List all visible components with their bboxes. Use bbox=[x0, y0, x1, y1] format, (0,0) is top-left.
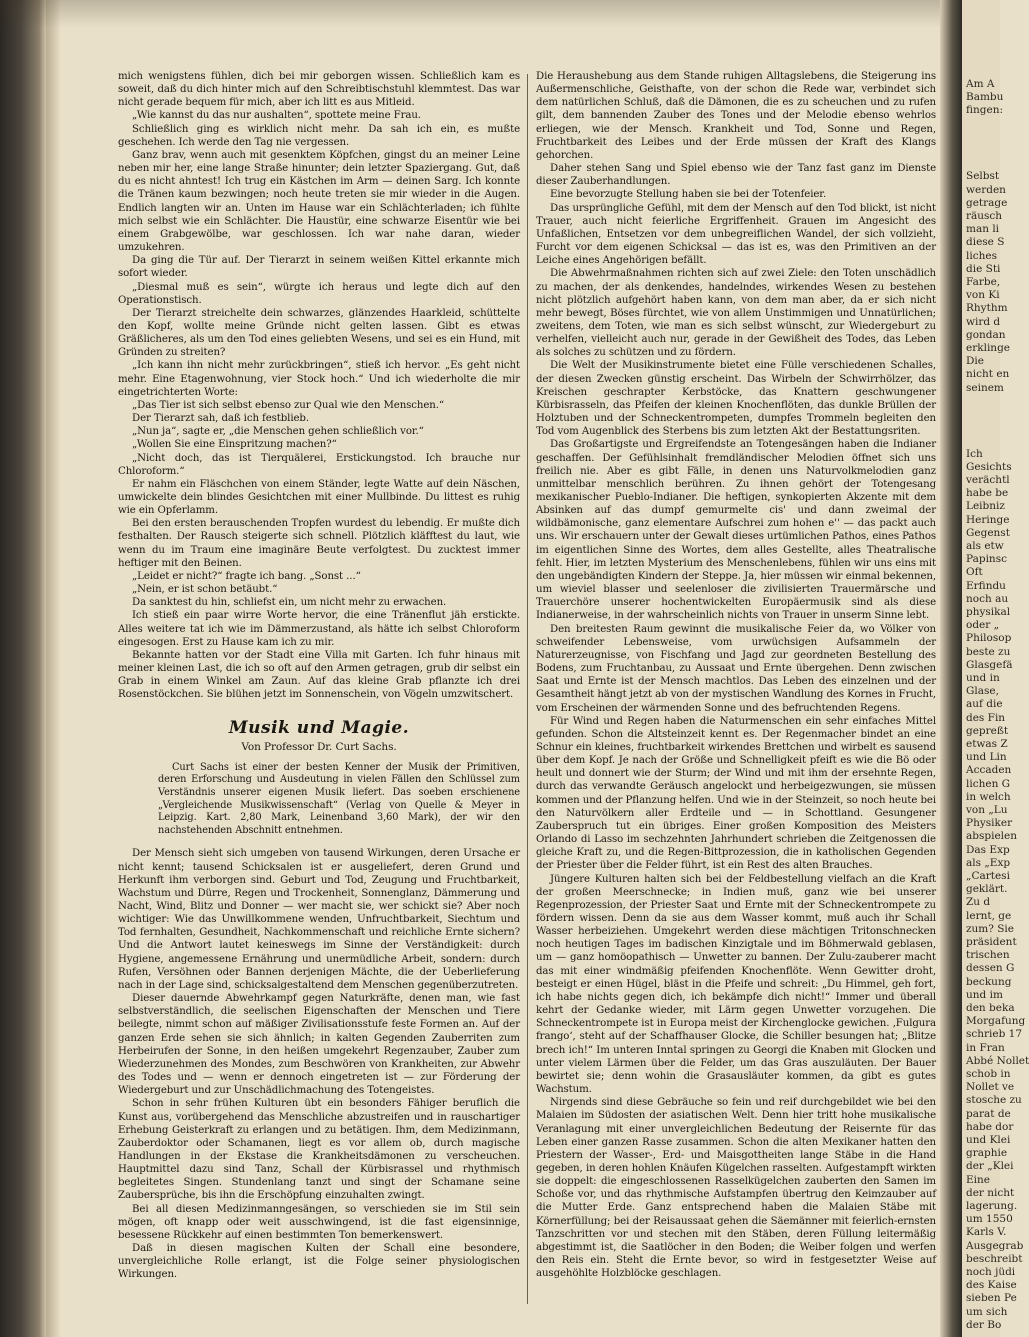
next-page-line: abspielen bbox=[966, 830, 1017, 843]
story-continuation bbox=[118, 70, 520, 702]
next-page-line: Erfindu bbox=[966, 579, 1006, 592]
next-page-line: Selbst bbox=[966, 170, 1000, 183]
left-column bbox=[118, 70, 520, 1282]
next-page-line: Oft bbox=[966, 566, 983, 579]
next-page-line: und im bbox=[966, 988, 1003, 1001]
next-page-line: dessen G bbox=[966, 962, 1015, 975]
next-page-line: habe dor bbox=[966, 1120, 1014, 1133]
next-page-line: Glasgefä bbox=[966, 658, 1013, 671]
paragraph: Für Wind und Regen haben die Naturmenschen ein sehr einfaches Mittel gefunden. Schon die Altsteinzeit kennt es. Der Regenmacher bindet an eine Schnur ein kleines, fruchtbarkeit wirkendes Brettchen und wirbelt es sausend über dem Kopf. Je nach der Größe und Schnelligkeit pfeift es wie die Bö oder heult und donnert wie der Sturm; der Wind und mit ihm der ersehnte Regen, durch das verwandte Geräusch angelockt und herbeigezwungen, sie müssen kommen und der Pflanzung helfen. Und wie in der Steinzeit, so noch heute bei den Naturvölkern aller Erdteile und — in Schottland. Gesungener Zauberspruch tut ein übriges. Einer großen Komposition des Meisters Orlando di Lasso im sechzehnten Jahrhundert schrieben die Zeitgenossen die gleiche Kraft zu, und die Regen-Bittprozession, die in katholischen Gegenden der Priester über die Felder führt, ist ein Rest des alten Brauches. bbox=[536, 715, 936, 872]
next-page-line: und in bbox=[966, 672, 1000, 684]
paragraph: „Leidet er nicht?“ fragte ich bang. „Sonst ...“ bbox=[132, 570, 361, 582]
next-page-line: zum? Sie bbox=[966, 922, 1014, 935]
next-page-line: graphie bbox=[966, 1147, 1008, 1160]
book-binding bbox=[0, 0, 46, 1337]
next-page-line: Am A bbox=[966, 78, 995, 90]
paragraph: Daß in diesen magischen Kulten der Schall eine besondere, unvergleichliche Rolle erlangt, ist die Folge seiner physiologischen Wirkungen. bbox=[118, 1243, 520, 1281]
next-page-line: physikal bbox=[966, 606, 1011, 618]
paragraph: Daher stehen Sang und Spiel ebenso wie der Tanz fast ganz im Dienste dieser Zauberhandlungen. bbox=[536, 163, 936, 188]
paragraph: Schließlich ging es wirklich nicht mehr. Da sah ich ein, es mußte geschehen. Ich werde den Tag nie vergessen. bbox=[118, 123, 520, 148]
next-page-line: Karls V. bbox=[966, 1226, 1007, 1239]
top-shadow bbox=[0, 0, 1000, 28]
paragraph: Der Mensch sieht sich umgeben von tausend Wirkungen, deren Ursache er nicht kennt; tausend Schicksalen ist er ausgeliefert, deren Grund und Herkunft ihm verborgen sind. Geburt und Tod, Zeugung und Fruchtbarkeit, Wachstum und Dürre, Regen und Trockenheit, Sonnenglanz, Dämmerung und Nacht, Wind, Blitz und Donner — wer macht sie, wer schickt sie? Aber noch wichtiger: Wie das Unwillkommene wenden, Unfruchtbarkeit, Siechtum und Tod fernhalten, Gesundheit, Nachkommenschaft und reichliche Ernte sichern? Und die Antwort lautet keineswegs im Sinne der Verständigkeit: durch Hygiene, angemessene Ernährung und unermüdliche Arbeit, sondern: durch Rufen, Versöhnen oder Bannen derjenigen Mächte, die der Ueberlieferung nach in der Lage sind, schicksalgestaltend dem Menschen gegenüberzutreten. bbox=[118, 848, 520, 991]
paragraph: Die Welt der Musikinstrumente bietet eine Fülle verschiedenen Schalles, der diesen Zwecken günstig erscheint. Das Wirbeln der Schwirrhölzer, das Kreischen geschrapter Kerbstöcke, das Knattern geschwungener Kürbisrasseln, das Pfeifen der kleinen Knochenflöten, das dunkle Brüllen der Holztuben und der Schneckentrompeten, dumpfes Trommeln begleiten den Tod vom Augenblick des Sterbens bis zum letzten Akt der Bestattungsriten. bbox=[536, 360, 936, 438]
next-page-line: auf die bbox=[966, 698, 1003, 711]
next-page-line: als „Exp bbox=[966, 856, 1011, 869]
paragraph: mich wenigstens fühlen, dich bei mir geborgen wissen. Schließlich kam es soweit, daß du dich hinter mich auf den Schreibtischstuhl klemmtest. Das war nicht gerade bequem für mich, aber ich litt es aus Mitleid. bbox=[118, 71, 520, 109]
next-page-line: wird d bbox=[966, 315, 1001, 328]
next-page-line: räusch bbox=[966, 210, 1003, 222]
next-page-line: trischen bbox=[966, 949, 1010, 962]
paragraph: Eine bevorzugte Stellung haben sie bei der Totenfeier. bbox=[550, 189, 827, 201]
article-intro: Curt Sachs ist einer der besten Kenner der Musik der Primitiven, deren Erforschung und Ausdeutung in vielen Fällen den Schlüssel zum Verständnis unserer eigenen Musik liefert. Das soeben erschienene „Vergleichende Musikwissenschaft“ (Verlag von Quelle & Meyer in Leipzig. Kart. 2,80 Mark, Leinenband 3,60 Mark), der wir den nachstehenden Abschnitt entnehmen. bbox=[158, 761, 520, 836]
next-page-line: der nicht bbox=[966, 1186, 1015, 1199]
next-page-line: Leibniz bbox=[966, 500, 1005, 513]
next-page-line: beste zu bbox=[966, 645, 1011, 658]
next-page-line: fingen: bbox=[966, 104, 1004, 117]
paragraph: Das ursprüngliche Gefühl, mit dem der Mensch auf den Tod blickt, ist nicht Trauer, auch nicht feierliche Ergriffenheit. Grauen im Angesicht des Unfaßlichen, Entsetzen vor dem unbegreiflichen Wandel, der sich vollzieht, Furcht vor dem eigenen Schicksal — das ist es, was den Primitiven an der Leiche eines Angehörigen befällt. bbox=[536, 202, 936, 267]
next-page-line: in Fran bbox=[966, 1041, 1005, 1054]
next-page-line: Die bbox=[966, 355, 984, 368]
paragraph: Bei all diesen Medizinmanngesängen, so verschieden sie im Stil sein mögen, oft knapp oder weit ausschwingend, ist die fast eigensinnige, besessene Rückkehr auf einen bestimmten Ton bemerkenswert. bbox=[118, 1203, 520, 1241]
next-page-line: Papinsc bbox=[966, 553, 1007, 566]
paragraph: „Wie kannst du das nur aushalten“, spottete meine Frau. bbox=[132, 110, 421, 122]
next-page-line: sieben Pe bbox=[966, 1292, 1017, 1305]
next-page-line: und Lin bbox=[966, 751, 1007, 764]
next-page-line: man li bbox=[966, 223, 1000, 236]
paragraph: „Nicht doch, das ist Tierquälerei, Erstickungstod. Ich brauche nur Chloroform.“ bbox=[118, 452, 520, 477]
next-page-line: lichen G bbox=[966, 777, 1011, 790]
paragraph: Er nahm ein Fläschchen von einem Ständer, legte Watte auf dein Näschen, umwickelte dein blindes Gesichtchen mit einer Mullbinde. Du littest es ruhig wie ein Opferlamm. bbox=[118, 478, 520, 517]
next-page-line: in welch bbox=[966, 790, 1011, 803]
next-page-line: stosche zu bbox=[966, 1094, 1022, 1107]
next-page-line: etwas Z bbox=[966, 738, 1008, 750]
next-page-line: von „Lu bbox=[966, 804, 1008, 816]
next-page-line: des Fin bbox=[966, 711, 1006, 724]
paragraph: Die Abwehrmaßnahmen richten sich auf zwei Ziele: den Toten unschädlich zu machen, der als denkendes, handelndes, wirkendes Wesen zu bestehen nicht plötzlich aufgehört haben kann, von dem man aber, da er sich nicht mehr bewegt, Böses fürchtet, wie von allem Unstimmigen und Unnatürlichen; zweitens, dem Toten, wie man es sich selbst wünscht, zur Wiedergeburt zu verhelfen, vielleicht auch nur, gerade in der Gewißheit des Todes, das Leben als solches zu schützen und zu fördern. bbox=[536, 268, 936, 359]
next-page-line: beckung bbox=[966, 975, 1012, 988]
next-page-line: noch au bbox=[966, 592, 1009, 605]
paragraph: Nirgends sind diese Gebräuche so fein und reif durchgebildet wie bei den Malaien im Südosten der asiatischen Welt. Denn hier tritt hohe musikalische Veranlagung mit einer unvergleichlichen Bedeutung der Reisernte für das Leben einer ganzen Rasse zusammen. Schon die alten Mexikaner hatten den Priestern der Wasser-, Erd- und Maisgottheiten lange Stäbe in die Hand gegeben, in deren hohlen Knäufen Kügelchen rasselten. Aufgestampft wirkten sie doppelt: die eingeschlossenen Rasselkügelchen zauberten den Samen im Schoße vor, und das rhythmische Aufstampfen übertrug den Keimzauber auf die Mutter Erde. Ganz entsprechend haben die Malaien Stäbe mit Körnerfüllung; bei der Reisaussaat gehen die Säemänner mit feierlich-ernsten Tanzschritten vor und stechen mit den Stäben, deren Füllung leitermäßig abgestimmt ist, die Saatlöcher in den Boden; die Weiber folgen und werfen den Reis ein. Steht die Ernte bevor, so wird in festgesetzter Weise auf ausgehöhlte Holzblöcke geschlagen. bbox=[536, 1097, 936, 1280]
right-column bbox=[536, 70, 936, 1280]
article-title: Musik und Magie. bbox=[228, 717, 410, 738]
book-gutter bbox=[940, 0, 962, 1337]
paragraph: Dieser dauernde Abwehrkampf gegen Naturkräfte, denen man, wie fast selbstverständlich, die seelischen Eigenschaften der Menschen und Tiere beilegte, nimmt schon auf mäßiger Zivilisationsstufe feste Formen an. Auf der ganzen Erde sehen sie sich ähnlich; in kalten Gegenden Zauberriten zum Herbeirufen der Sonne, in den heißen umgekehrt Regenzauber, Zauber zum Wiederzunehmen des Mondes, zum Beschwören von Krankheiten, zur Abwehr des Todes und — wenn er dennoch eingetreten ist — zur Förderung der Wiedergeburt und zur Unschädlichmachung des Totengeistes. bbox=[118, 993, 520, 1097]
article-byline: Von Professor Dr. Curt Sachs. bbox=[241, 740, 397, 753]
next-page-line: Farbe, bbox=[966, 276, 1001, 288]
article-body-start bbox=[118, 847, 520, 1281]
paragraph: Ganz brav, wenn auch mit gesenktem Köpfchen, gingst du an meiner Leine neben mir her, eine lange Straße hinunter; dein letzter Spaziergang. Gut, daß du es nicht ahntest! Ich trug ein Kästchen im Arm — deinen Sarg. Ich konnte die Tränen kaum bezwingen; noch heute treten sie mir wieder in die Augen. Endlich langten wir an. Unten im Hause war ein Schlächterladen; ich fühlte mich selbst wie ein Schlächter. Die Haustür, eine schwarze Eisentür wie bei einem Grabgewölbe, war geschlossen. Ich war nahe daran, wieder umzukehren. bbox=[118, 149, 520, 254]
next-page-line: der „Klei bbox=[966, 1160, 1014, 1173]
next-page-line: Rhythm bbox=[966, 302, 1008, 315]
next-page-line: Physiker bbox=[966, 817, 1013, 830]
paragraph: „Diesmal muß es sein“, würgte ich heraus und legte dich auf den Operationstisch. bbox=[118, 281, 520, 306]
next-page-line: Gesichts bbox=[966, 460, 1012, 473]
next-page-line: beschreibt bbox=[966, 1252, 1023, 1265]
next-page-line: um sich bbox=[966, 1305, 1008, 1318]
next-page-line: Philosop bbox=[966, 632, 1012, 645]
paragraph: Da ging die Tür auf. Der Tierarzt in seinem weißen Kittel erkannte mich sofort wieder. bbox=[118, 255, 520, 280]
next-page-line: der Bo bbox=[966, 1318, 1002, 1331]
next-page-line: Glase, bbox=[966, 685, 999, 698]
paragraph: „Wollen Sie eine Einspritzung machen?“ bbox=[132, 439, 337, 451]
paragraph: Das Großartigste und Ergreifendste an Totengesängen haben die Indianer geschaffen. Der Gefühlsinhalt fremdländischer Melodien öffnet sich uns freilich nie. Aber es gibt Fälle, in denen uns Naturvolkmelodien ganz unmittelbar menschlich berühren. Zu ihnen gehört der Totengesang mexikanischer Pueblo-Indianer. Die heftigen, synkopierten Akzente mit dem Absinken auf das dumpf gemurmelte cis' und dann zweimal der wildbämonische, ganz elementare Aufschrei zum hohen e'' — das packt auch uns. Wir erschauern unter der Gewalt dieses urtümlichen Pathos, eines Pathos im eigentlichen Sinne des Wortes, dem alles Gestellte, alles Theatralische fehlt. Hier, im letzten Mysterium des Menschenlebens, fühlen wir uns eins mit den ungebändigten Kindern der Steppe. Ja, hier müssen wir einmal bekennen, um wieviel blasser und seelenloser die zivilisierten Trauermärsche und Trauerchöre unserer hochentwickelten Europäermusik sind als diese Indianerweise, in der wahrscheinlich nichts von Trauer in unserm Sinne lebt. bbox=[536, 439, 936, 622]
next-page-line: Eine bbox=[966, 1173, 990, 1186]
next-page-line: Heringe bbox=[966, 513, 1010, 526]
paragraph: Die Heraushebung aus dem Stande ruhigen Alltagslebens, die Steigerung ins Außermenschliche, Geisthafte, von der schon die Rede war, verbindet sich dem natürlichen Schluß, daß die Dämonen, die es zu scheuchen und zu rufen gilt, dem bannenden Zauber des Tones und der Melodie ebenso wehrlos erliegen, wie der Mensch. Krankheit und Tod, Sonne und Regen, Fruchtbarkeit des Leibes und der Erde müssen der Kraft des Klangs gehorchen. bbox=[536, 71, 936, 161]
paragraph: Da sanktest du hin, schliefst ein, um nicht mehr zu erwachen. bbox=[132, 597, 447, 609]
next-page-line: Morgafung bbox=[966, 1015, 1026, 1028]
next-page-line: die Sti bbox=[966, 262, 1001, 275]
paragraph: „Nein, er ist schon betäubt.“ bbox=[132, 584, 278, 596]
next-page-line: um 1550 bbox=[966, 1213, 1013, 1226]
next-page-line: Ich bbox=[966, 447, 983, 460]
paragraph: Bei den ersten berauschenden Tropfen wurdest du lebendig. Er mußte dich festhalten. Der Rausch steigerte sich schnell. Plötzlich kläfftest du laut, wie wenn du im Traum eine imaginäre Beute verfolgtest. Du zucktest immer heftiger mit den Beinen. bbox=[118, 518, 520, 569]
next-page-line: den beka bbox=[966, 1002, 1015, 1014]
next-page-line: Gegenst bbox=[966, 526, 1010, 539]
next-page-line: gepreßt bbox=[966, 724, 1009, 737]
next-page-line: parat de bbox=[966, 1107, 1011, 1120]
paragraph: „Das Tier ist sich selbst ebenso zur Qual wie den Menschen.“ bbox=[132, 399, 444, 411]
next-page-line: lagerung. bbox=[966, 1200, 1018, 1212]
next-page-line: Ausgegrab bbox=[966, 1239, 1024, 1252]
paragraph: „Nun ja“, sagte er, „die Menschen gehen schließlich vor.“ bbox=[132, 426, 424, 438]
next-page-line: Accaden bbox=[966, 764, 1012, 777]
paragraph: Der Tierarzt sah, daß ich festblieb. bbox=[132, 413, 309, 425]
next-page-line: diese S bbox=[966, 236, 1005, 249]
next-page-line: schrieb 17 bbox=[966, 1028, 1023, 1041]
next-page-line: Abbé Nollet bbox=[966, 1054, 1029, 1067]
page-edge bbox=[46, 0, 60, 1337]
next-page-line: seinem bbox=[966, 381, 1004, 394]
paragraph: „Ich kann ihn nicht mehr zurückbringen“, stieß ich hervor. „Es geht nicht mehr. Eine Etagenwohnung, vier Stock hoch.“ Und ich wiederholte die mir eingetrichterten Worte: bbox=[118, 360, 520, 398]
next-page-line: getrage bbox=[966, 196, 1008, 209]
next-page-line: verächtl bbox=[966, 474, 1010, 486]
next-page-line: von Ki bbox=[966, 289, 1000, 302]
next-page-line: gondan bbox=[966, 328, 1006, 341]
paragraph: Bekannte hatten vor der Stadt eine Villa mit Garten. Ich fuhr hinaus mit meiner kleinen Last, die ich so oft auf den Armen getragen, grub dir selbst ein Grab in einem Winkel am Zaun. Auf das kleine Grab pflanzte ich drei Rosenstöckchen. Sie blühen jetzt im Sonnenschein, von Vögeln umzwitschert. bbox=[118, 649, 520, 701]
column-divider bbox=[527, 74, 528, 1304]
paragraph: Jüngere Kulturen halten sich bei der Feldbestellung vielfach an die Kraft der großen Meerschnecke; in Indien muß, ganz wie bei unserer Regenprozession, der Priester Saat und Ernte mit der Schneckentrompete zu fördern wissen. Denn da sie aus dem Wasser kommt, muß auch ihr Schall Wasser herbeiziehen. Umgekehrt werden diese mächtigen Tritonschnecken noch heutigen Tages im badischen Kinzigtale und im Böhmerwald geblasen, um — ganz homöopathisch — Unwetter zu bannen. Der Zulu-zauberer macht das mit einer windmäßig pfeifenden Knochenflöte. Wenn Gewitter droht, besteigt er einen Hügel, bläst in die Pfeife und schreit: „Du Himmel, geh fort, ich habe nichts gegen dich, ich bekämpfe dich nicht!“ Immer und überall kehrt der Gedanke wieder, mit Lärm gegen Unwetter vorzugehen. Die Schneckentrompete ist in Europa meist der Kirchenglocke gewichen. ‚Fulgura frango‘, steht auf der Schaffhauser Glocke, die Schiller besungen hat; „Blitze brech ich!“ Im unteren Inntal springen zu Georgi die Knaben mit Glocken und unter vielem Lärmen über die Felder, um das Gras auszuläuten. Der Bauer bewirtet sie; denn wohin die Grasausläuter kommen, da gibt es gutes Wachstum. bbox=[536, 873, 936, 1096]
next-page-line: noch jüdi bbox=[966, 1266, 1016, 1278]
next-page-line: habe be bbox=[966, 487, 1009, 500]
next-page-line: liches bbox=[966, 249, 997, 262]
next-page-line: schob in bbox=[966, 1068, 1011, 1080]
paragraph: Schon in sehr frühen Kulturen übt ein besonders Fähiger beruflich die Kunst aus, vorübergehend das Menschliche abzustreifen und in rauschartiger Erhebung Geisterkraft zu erlangen und zu betätigen. Ihm, dem Medizinmann, Zauberdoktor oder Schamanen, liegt es vor allem ob, durch magische Handlungen in der Ekstase die Krankheitsdämonen zu verscheuchen. Hauptmittel dazu sind Tanz, Schall der Kürbisrassel und rhythmisch begleitetes Singen. Stundenlang tanzt und singt der Schamane seine Zaubersprüche, bis ihn die Erschöpfung einzuhalten zwingt. bbox=[118, 1098, 520, 1202]
next-page-line: Bambu bbox=[966, 91, 1004, 104]
next-page-line: „Cartesi bbox=[966, 870, 1010, 882]
next-page-line: oder „ bbox=[966, 619, 1000, 632]
next-page-line: nicht en bbox=[966, 368, 1010, 381]
paragraph: Den breitesten Raum gewinnt die musikalische Feier da, wo Völker von schweifender Lebensweise, vom urwüchsigen Aufsammeln der Naturerzeugnisse, von Fischfang und Jagd zur geordneten Bestellung des Bodens, zum Fruchtanbau, zu Aussaat und Ernte übergehen. Denn zwischen Saat und Ernte ist der Mensch machtlos. Das Leben des einzelnen und der Gesamtheit hängt jetzt ab von der mystischen Wandlung des Kornes in Frucht, vom Erscheinen der wärmenden Sonne und des befruchtenden Regens. bbox=[536, 623, 936, 714]
next-page-line: Das Exp bbox=[966, 843, 1010, 856]
next-page-line: erklinge bbox=[966, 342, 1011, 354]
next-page-line: lernt, ge bbox=[966, 909, 1012, 922]
next-page-line: des Kaise bbox=[966, 1279, 1017, 1292]
paragraph: Der Tierarzt streichelte dein schwarzes, glänzendes Haarkleid, schüttelte den Kopf, wollte meine Gründe nicht gelten lassen. Gibt es etwas Gräßlicheres, als um den Tod eines geliebten Wesens, und sei es ein Hund, mit Gründen zu streiten? bbox=[118, 307, 520, 359]
next-page-line: und Klei bbox=[966, 1134, 1011, 1146]
next-page-line: als etw bbox=[966, 540, 1004, 552]
next-page-line: Zu d bbox=[966, 896, 991, 909]
next-page-line: werden bbox=[966, 183, 1006, 196]
next-page-line: geklärt. bbox=[966, 883, 1008, 896]
next-page-line: präsident bbox=[966, 936, 1017, 948]
next-page-edge bbox=[962, 0, 1029, 1337]
paragraph: Ich stieß ein paar wirre Worte hervor, die eine Tränenflut jäh erstickte. Alles weitere tat ich wie im Dämmerzustand, als hätte ich selbst Chloroform eingesogen. Erst zu Hause kam ich zu mir. bbox=[118, 610, 520, 648]
next-page-line: Nollet ve bbox=[966, 1081, 1015, 1094]
